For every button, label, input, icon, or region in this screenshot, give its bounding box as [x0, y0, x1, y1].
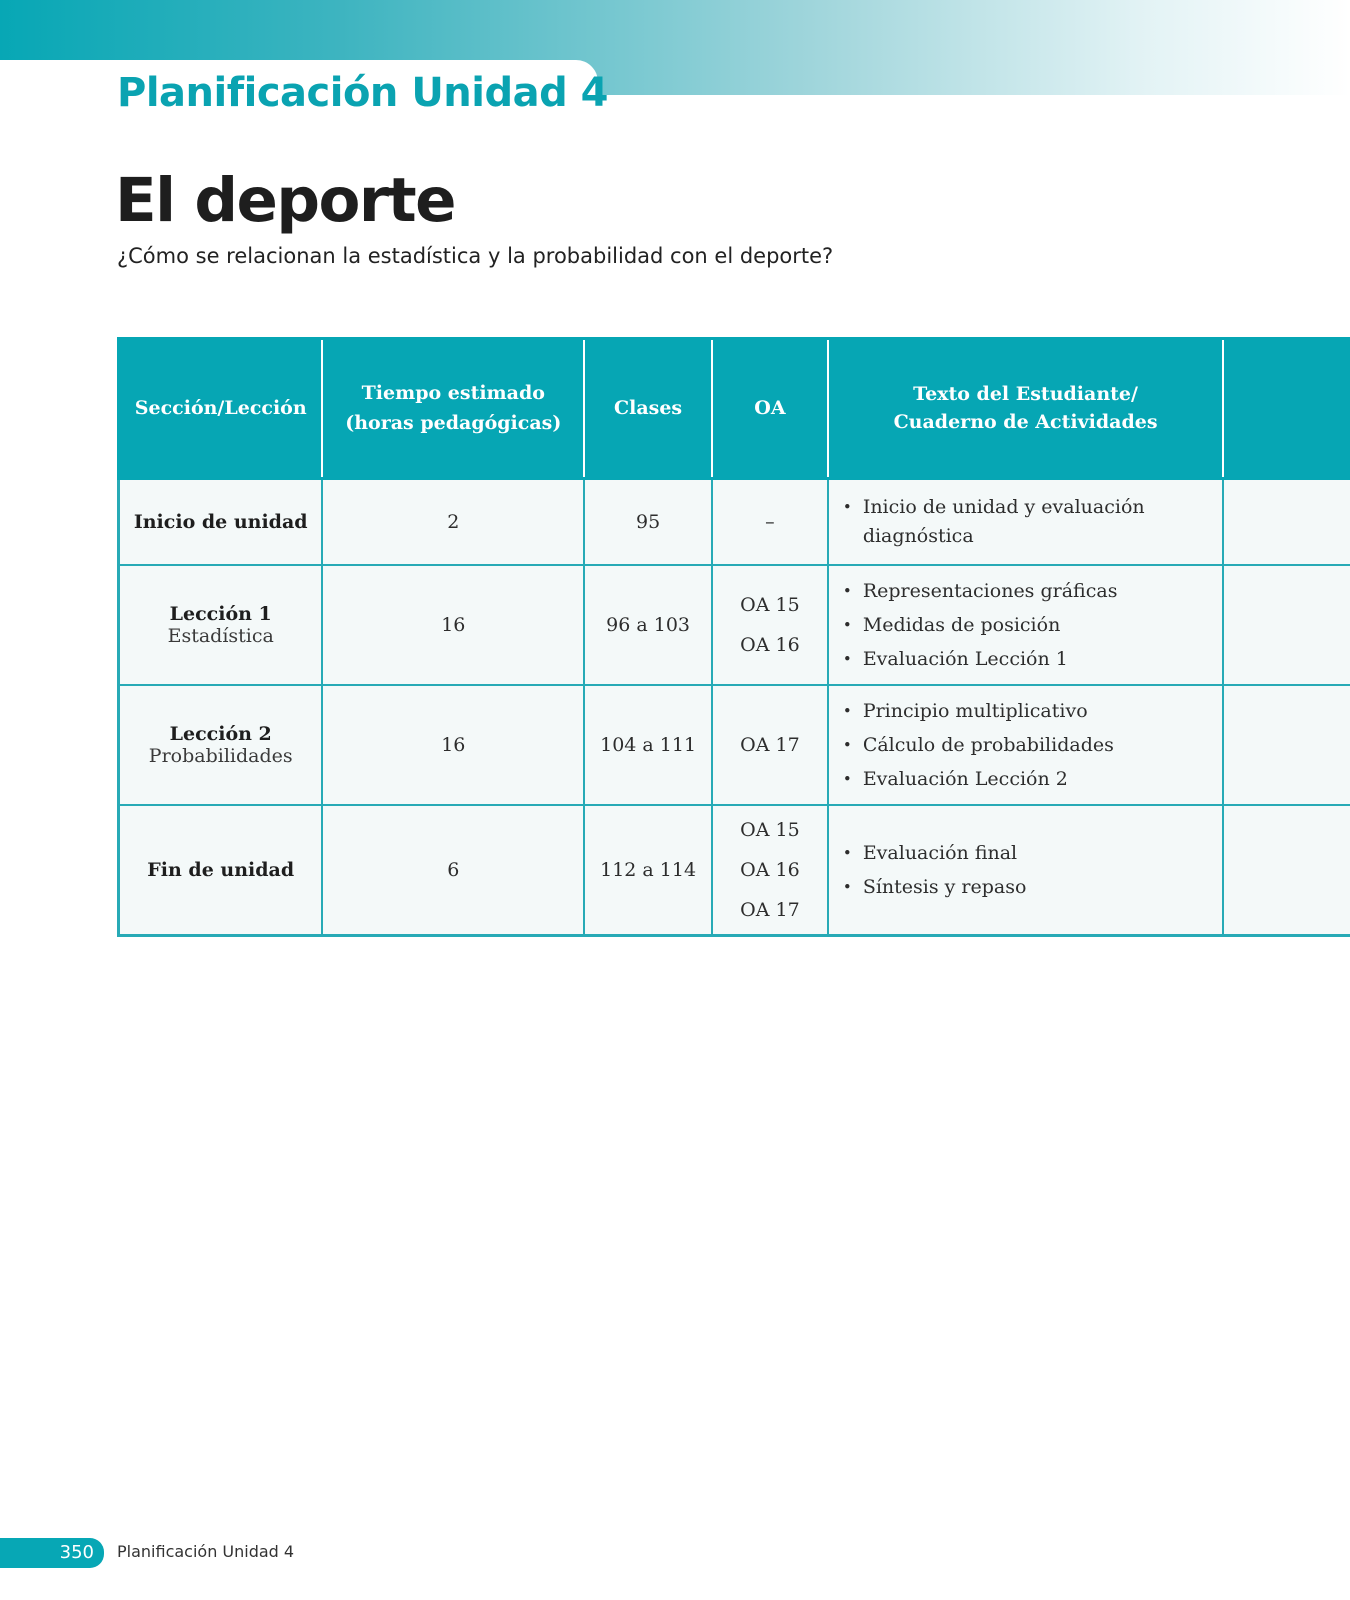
- table-row: [119, 565, 1350, 685]
- table-row: [119, 805, 1350, 936]
- list-item: • Principio multiplicativo: [843, 694, 1214, 728]
- cell-clases: 112 a 114: [584, 805, 712, 936]
- list-item: • Síntesis y repaso: [843, 870, 1214, 904]
- header-clases: Clases: [584, 339, 712, 479]
- cell-clases: 104 a 111: [584, 685, 712, 805]
- list-item: • Evaluación Lección 1: [843, 642, 1214, 676]
- page-subtitle: ¿Cómo se relacionan la estadística y la probabilidad con el deporte?: [117, 244, 834, 268]
- cell-texto: [828, 805, 1223, 936]
- cell-texto: [828, 479, 1223, 565]
- cell-oa: OA 15 OA 16: [712, 565, 828, 685]
- cell-extra: [1223, 685, 1350, 805]
- cell-seccion: Inicio de unidad: [119, 479, 323, 565]
- cell-tiempo: 6: [322, 805, 584, 936]
- cell-tiempo: 16: [322, 685, 584, 805]
- cell-tiempo: 2: [322, 479, 584, 565]
- table-header-row: [119, 339, 1350, 479]
- cell-oa: OA 15 OA 16 OA 17: [712, 805, 828, 936]
- cell-seccion: Lección 1 Estadística: [119, 565, 323, 685]
- cell-clases: 95: [584, 479, 712, 565]
- cell-seccion: Lección 2 Probabilidades: [119, 685, 323, 805]
- cell-tiempo: 16: [322, 565, 584, 685]
- list-item: • Evaluación final: [843, 836, 1214, 870]
- cell-clases: 96 a 103: [584, 565, 712, 685]
- planning-table: [117, 337, 1350, 937]
- list-item: • Medidas de posición: [843, 608, 1214, 642]
- list-item: • Evaluación Lección 2: [843, 762, 1214, 796]
- cell-texto: [828, 685, 1223, 805]
- cell-oa: –: [712, 479, 828, 565]
- cell-extra: [1223, 479, 1350, 565]
- page-title: El deporte: [115, 165, 456, 236]
- list-item: • Cálculo de probabilidades: [843, 728, 1214, 762]
- unit-title: Planificación Unidad 4: [117, 70, 609, 116]
- list-item: • Inicio de unidad y evaluación diagnóstica: [843, 493, 1214, 551]
- page-number-tab: [0, 1538, 104, 1568]
- cell-seccion: Fin de unidad: [119, 805, 323, 936]
- header-tiempo: Tiempo estimado (horas pedagógicas): [322, 339, 584, 479]
- cell-texto: [828, 565, 1223, 685]
- cell-extra: [1223, 805, 1350, 936]
- header-extra: [1223, 339, 1350, 479]
- header-texto: Texto del Estudiante/ Cuaderno de Actividades: [828, 339, 1223, 479]
- table-row: [119, 479, 1350, 565]
- cell-extra: [1223, 565, 1350, 685]
- list-item: • Representaciones gráficas: [843, 574, 1214, 608]
- table-row: [119, 685, 1350, 805]
- footer-label: Planificación Unidad 4: [117, 1542, 295, 1561]
- header-seccion: Sección/Lección: [119, 339, 323, 479]
- cell-oa: OA 17: [712, 685, 828, 805]
- header-oa: OA: [712, 339, 828, 479]
- page-number: 350: [59, 1542, 94, 1563]
